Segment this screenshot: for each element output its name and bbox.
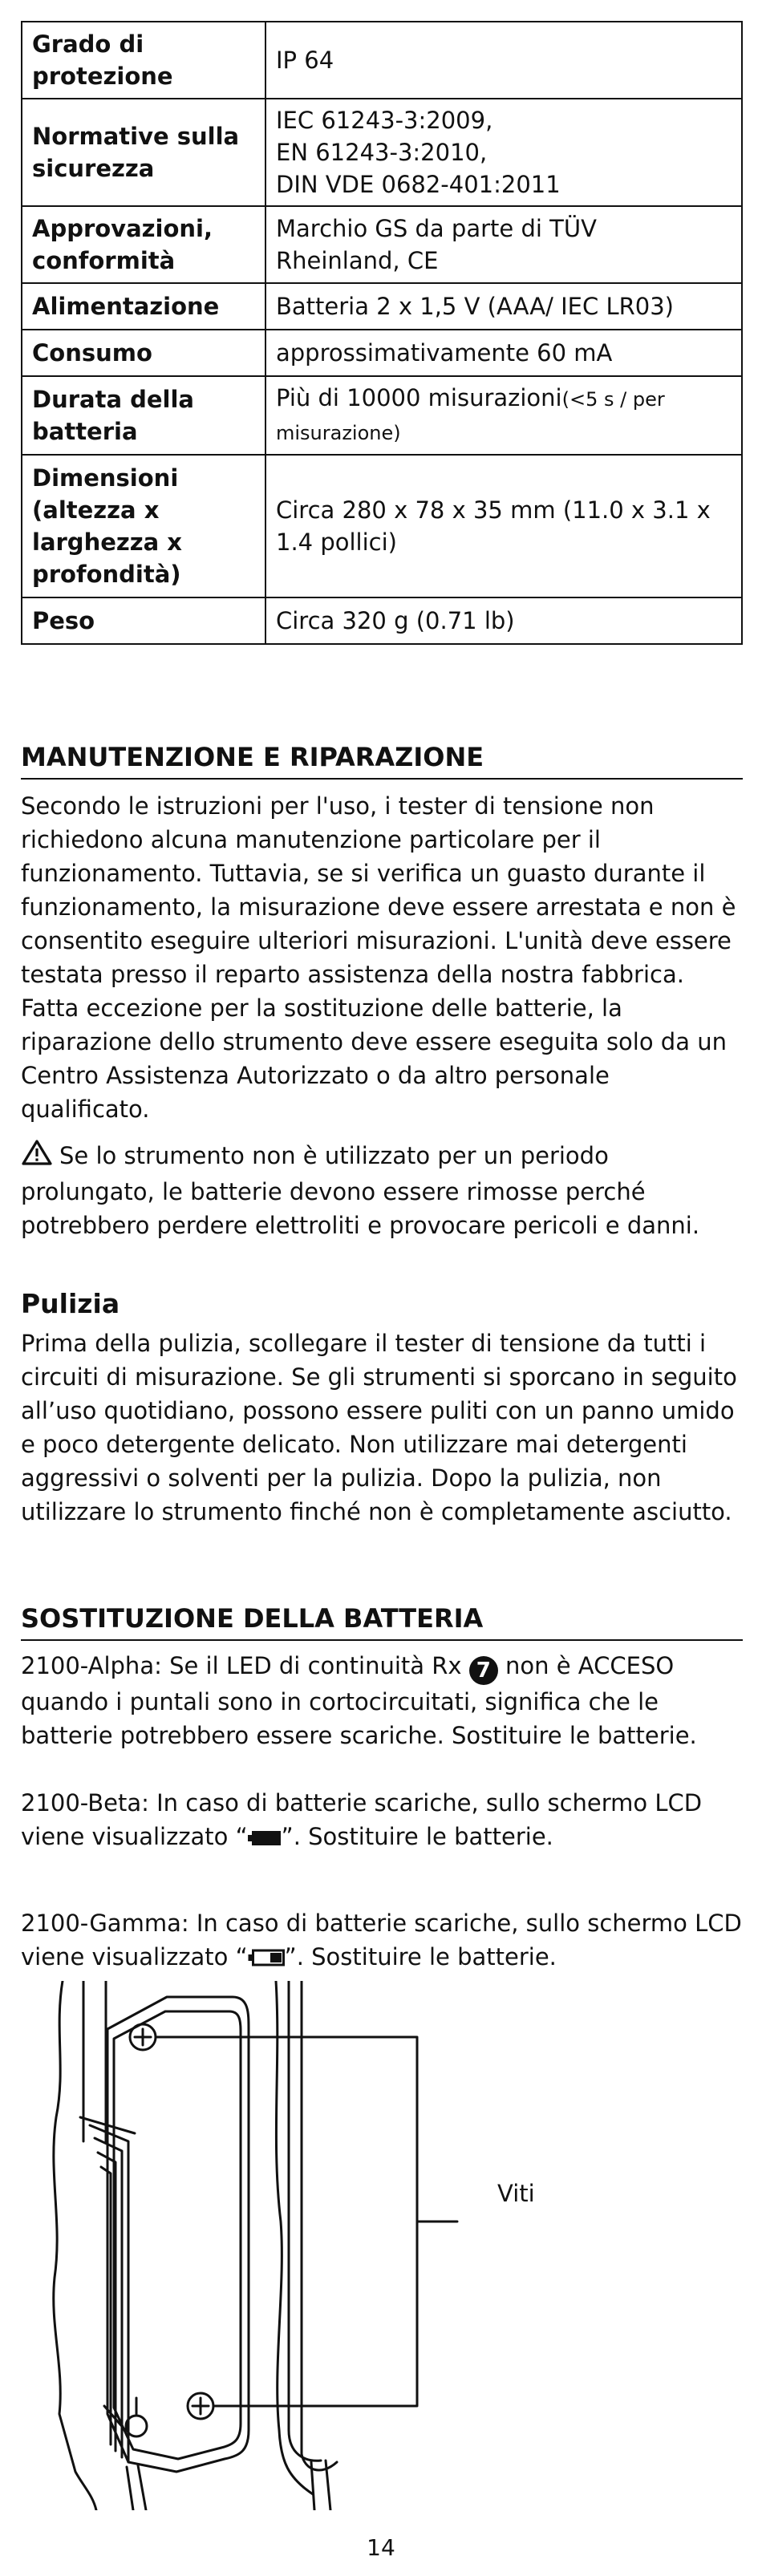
spec-value <box>265 206 742 283</box>
section-title: MANUTENZIONE E RIPARAZIONE <box>21 739 743 780</box>
table-row <box>22 22 742 99</box>
spec-label: Consumo <box>22 330 265 376</box>
section-title: SOSTITUZIONE DELLA BATTERIA <box>21 1601 743 1641</box>
table-row <box>22 376 742 455</box>
spec-value-line: Rheinland, CE <box>276 247 439 274</box>
spec-label: Peso <box>22 597 265 644</box>
spec-label: Durata della batteria <box>22 376 265 455</box>
table-row <box>22 206 742 283</box>
spec-value-line: Marchio GS da parte di TÜV <box>276 215 597 242</box>
battery-section <box>21 1601 743 1975</box>
battery-beta <box>21 1786 743 1855</box>
spec-value-main: Più di 10000 misurazioni <box>276 384 562 411</box>
spec-value: approssimativamente 60 mA <box>265 330 742 376</box>
page-number: 14 <box>367 2534 395 2561</box>
battery-cover-figure <box>48 1981 497 2513</box>
warning-triangle-icon <box>21 1139 53 1175</box>
battery-gamma <box>21 1906 743 1975</box>
beta-text-end: ”. Sostituire le batterie. <box>281 1823 553 1850</box>
battery-alpha <box>21 1649 743 1752</box>
maintenance-section <box>21 739 743 1242</box>
spec-label: Normative sulla sicurezza <box>22 99 265 206</box>
table-row <box>22 455 742 597</box>
beta-text: 2100-Beta: In caso di batterie scariche, sullo schermo LCD viene visualizzato “ <box>21 1789 703 1850</box>
battery-low-icon <box>248 1942 285 1975</box>
spec-value: IP 64 <box>265 22 742 99</box>
spec-value-line: EN 61243-3:2010, <box>276 139 488 166</box>
cleaning-section <box>21 1286 743 1529</box>
spec-label: Alimentazione <box>22 283 265 330</box>
spec-value-note: (<5 s / per misurazione) <box>276 388 665 444</box>
screws-label: Viti <box>497 2180 535 2207</box>
table-row <box>22 283 742 330</box>
table-row <box>22 99 742 206</box>
maintenance-body: Secondo le istruzioni per l'uso, i tester di tensione non richiedono alcuna manutenzione particolare per il funzionamento. Tuttavia, se si verifica un guasto durante il funzionamento, la misurazione deve essere arrestata e non è consentito eseguire ulteriori misurazioni. L'unità deve essere testata presso il reparto assistenza della nostra fabbrica. Fatta eccezione per la sostituzione delle batterie, la riparazione dello strumento deve essere eseguita solo da un Centro Assistenza Autorizzato o da altro personale qualificato. <box>21 792 736 1123</box>
table-row <box>22 330 742 376</box>
spec-value-line: DIN VDE 0682-401:2011 <box>276 171 561 198</box>
spec-value <box>265 99 742 206</box>
alpha-text: 2100-Alpha: Se il LED di continuità Rx <box>21 1652 462 1679</box>
warning-text: Se lo strumento non è utilizzato per un periodo prolungato, le batterie devono essere rimosse perché potrebbero perdere elettroliti e provocare pericoli e danni. <box>21 1142 700 1239</box>
gamma-text-end: ”. Sostituire le batterie. <box>284 1943 557 1970</box>
table-row <box>22 597 742 644</box>
spec-label: Grado di protezione <box>22 22 265 99</box>
cleaning-body: Prima della pulizia, scollegare il tester di tensione da tutti i circuiti di misurazione. Se gli strumenti si sporcano in seguito all’uso quotidiano, possono essere puliti con un panno umido e poco detergente delicato. Non utilizzare mai detergenti aggressivi o solventi per la pulizia. Dopo la pulizia, non utilizzare lo strumento finché non è completamente asciutto. <box>21 1330 737 1525</box>
spec-table <box>21 21 743 645</box>
spec-label: Approvazioni, conformità <box>22 206 265 283</box>
led-badge: 7 <box>469 1656 498 1685</box>
spec-value <box>265 376 742 455</box>
spec-label: Dimensioni (altezza x larghezza x profondità) <box>22 455 265 597</box>
maintenance-warning <box>21 1139 743 1242</box>
spec-value: Batteria 2 x 1,5 V (AAA/ IEC LR03) <box>265 283 742 330</box>
spec-value: Circa 320 g (0.71 lb) <box>265 597 742 644</box>
spec-value-line: IEC 61243-3:2009, <box>276 107 493 134</box>
spec-value: Circa 280 x 78 x 35 mm (11.0 x 3.1 x 1.4 pollici) <box>265 455 742 597</box>
alpha-text-end: non è ACCESO quando i puntali sono in cortocircuitati, significa che le batterie potrebbero essere scariche. Sostituire le batterie. <box>21 1652 697 1749</box>
gamma-text: 2100-Gamma: In caso di batterie scariche, sullo schermo LCD viene visualizzato “ <box>21 1910 742 1970</box>
battery-filled-icon <box>248 1821 282 1855</box>
section-title: Pulizia <box>21 1288 120 1319</box>
